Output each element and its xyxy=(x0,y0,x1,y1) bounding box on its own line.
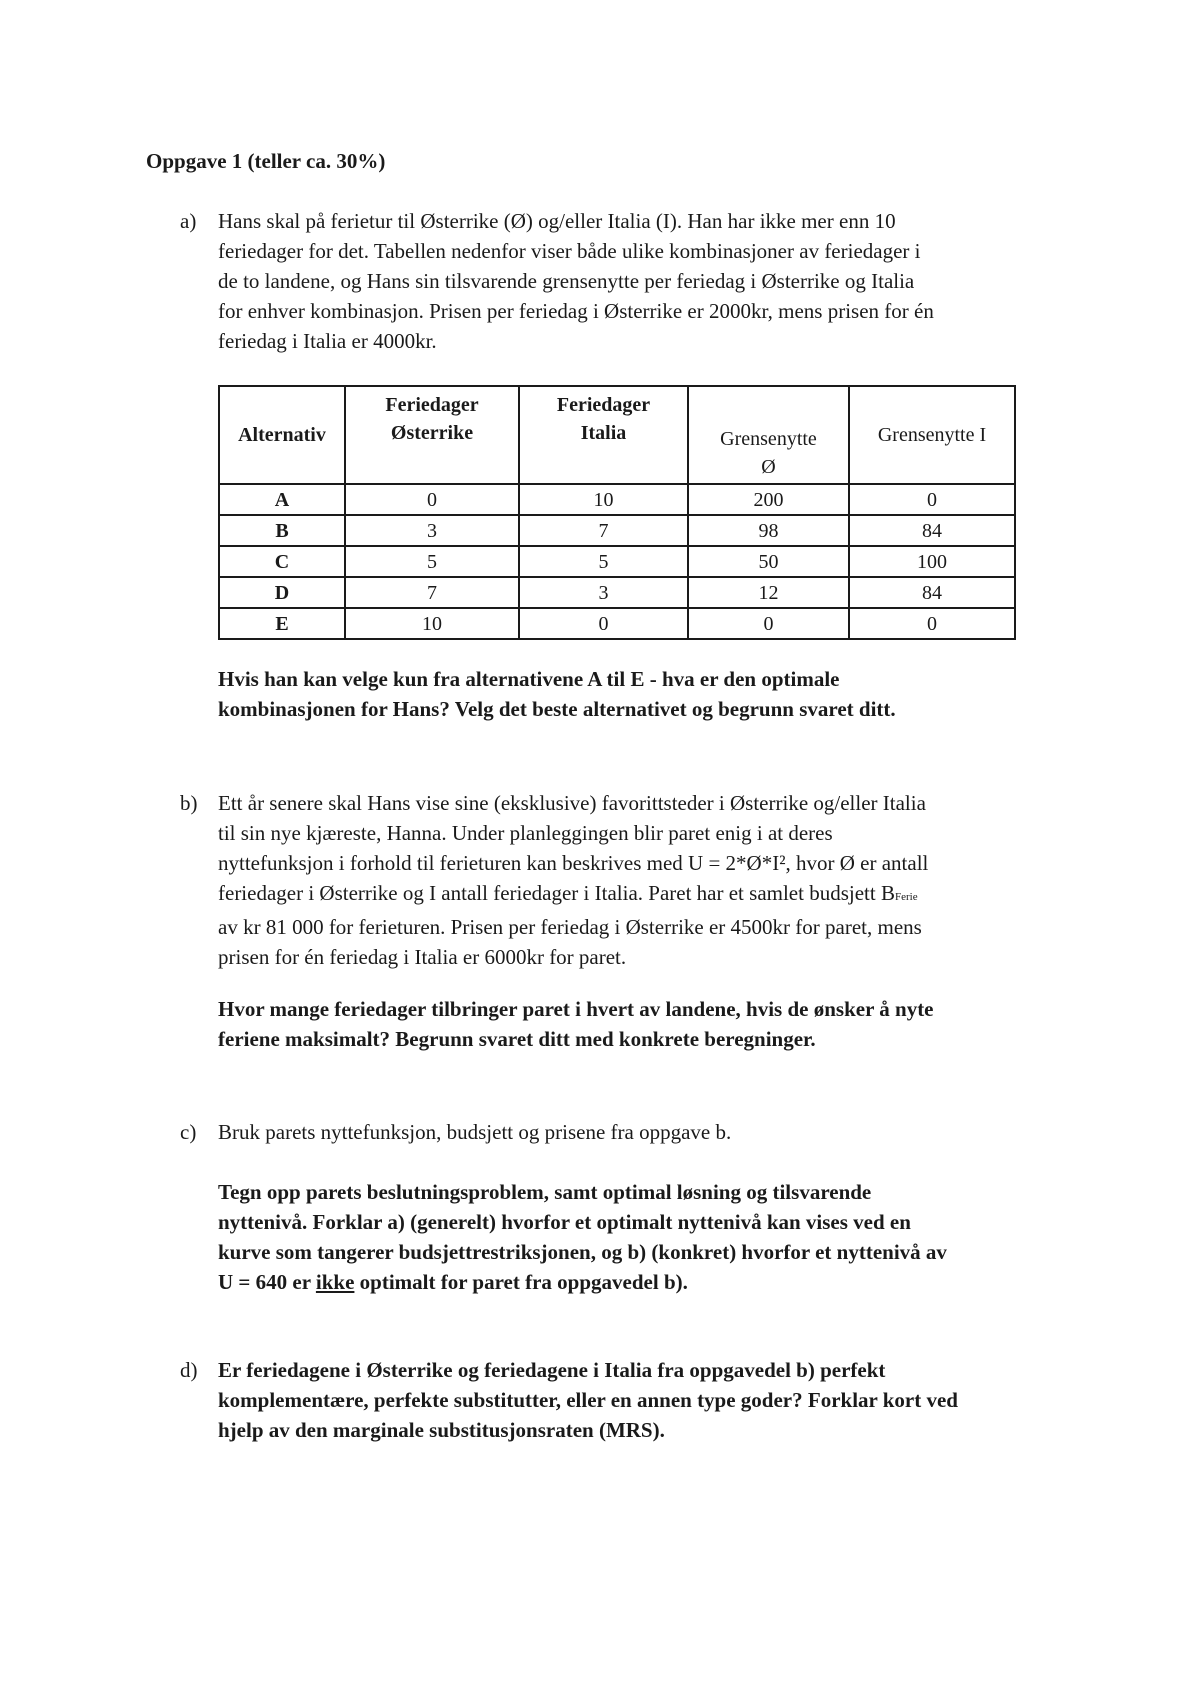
cell-mu-osterrike: 0 xyxy=(688,608,849,639)
task-c-question-last-line xyxy=(218,1267,1060,1297)
task-d-label: d) xyxy=(180,1358,198,1382)
task-b-line: prisen for én feriedag i Italia er 6000kr for paret. xyxy=(218,945,627,969)
cell-days-osterrike: 5 xyxy=(345,546,519,577)
table-row xyxy=(219,515,1015,546)
cell-days-osterrike: 7 xyxy=(345,577,519,608)
task-d-question-line: hjelp av den marginale substitusjonsraten (MRS). xyxy=(218,1418,665,1442)
cell-mu-italia: 84 xyxy=(849,515,1015,546)
task-c-question xyxy=(218,1177,1060,1297)
task-b-budget-text: feriedager i Østerrike og I antall feriedager i Italia. Paret har et samlet budsjett B xyxy=(218,881,895,905)
task-a-question xyxy=(218,664,1060,724)
task-d-question-line: Er feriedagene i Østerrike og feriedagene i Italia fra oppgavedel b) perfekt xyxy=(218,1358,886,1382)
task-a-line: feriedag i Italia er 4000kr. xyxy=(218,329,437,353)
header-alternativ xyxy=(219,386,345,484)
task-b-line: til sin nye kjæreste, Hanna. Under planleggingen blir paret enig i at deres xyxy=(218,821,833,845)
task-b-line: av kr 81 000 for ferieturen. Prisen per feriedag i Østerrike er 4500kr for paret, mens xyxy=(218,915,922,939)
header-text: Grensenytte I xyxy=(877,424,987,446)
task-c-last-start: U = 640 er xyxy=(218,1270,316,1294)
cell-alternative: D xyxy=(219,577,345,608)
header-feriedager-osterrike xyxy=(345,386,519,484)
cell-days-italia: 7 xyxy=(519,515,688,546)
header-grensenytte-i xyxy=(849,386,1015,484)
cell-mu-italia: 0 xyxy=(849,608,1015,639)
cell-days-italia: 10 xyxy=(519,484,688,515)
cell-mu-osterrike: 12 xyxy=(688,577,849,608)
task-b-body xyxy=(218,788,1060,972)
table-header-row xyxy=(219,386,1015,484)
task-c-last-end: optimalt for paret fra oppgavedel b). xyxy=(354,1270,688,1294)
header-text: Feriedager xyxy=(385,394,479,416)
header-text: Feriedager xyxy=(556,394,651,416)
cell-days-italia: 3 xyxy=(519,577,688,608)
table-row xyxy=(219,608,1015,639)
task-b-question-line: Hvor mange feriedager tilbringer paret i hvert av landene, hvis de ønsker å nyte xyxy=(218,997,934,1021)
cell-mu-italia: 84 xyxy=(849,577,1015,608)
cell-mu-osterrike: 50 xyxy=(688,546,849,577)
cell-days-osterrike: 10 xyxy=(345,608,519,639)
cell-alternative: B xyxy=(219,515,345,546)
cell-days-osterrike: 0 xyxy=(345,484,519,515)
budget-subscript: Ferie xyxy=(894,891,918,903)
task-c-intro: Bruk parets nyttefunksjon, budsjett og prisene fra oppgave b. xyxy=(218,1120,732,1144)
task-a-line: feriedager for det. Tabellen nedenfor viser både ulike kombinasjoner av feriedager i xyxy=(218,239,921,263)
table-row xyxy=(219,577,1015,608)
task-d-question xyxy=(218,1355,1060,1445)
task-d-question-line: komplementære, perfekte substitutter, eller en annen type goder? Forklar kort ved xyxy=(218,1388,958,1412)
table-row xyxy=(219,484,1015,515)
header-text: Italia xyxy=(580,422,627,444)
cell-mu-italia: 100 xyxy=(849,546,1015,577)
cell-mu-italia: 0 xyxy=(849,484,1015,515)
task-c-question-line: Tegn opp parets beslutningsproblem, samt optimal løsning og tilsvarende xyxy=(218,1180,872,1204)
header-grensenytte-o xyxy=(688,386,849,484)
table-row xyxy=(219,546,1015,577)
task-a-line: Hans skal på ferietur til Østerrike (Ø) og/eller Italia (I). Han har ikke mer enn 10 xyxy=(218,209,896,233)
cell-days-osterrike: 3 xyxy=(345,515,519,546)
cell-alternative: A xyxy=(219,484,345,515)
task-a-question-line: Hvis han kan velge kun fra alternativene A til E - hva er den optimale xyxy=(218,667,840,691)
task-c-body xyxy=(218,1117,1060,1147)
cell-days-italia: 0 xyxy=(519,608,688,639)
header-text: Grensenytte xyxy=(720,428,817,450)
cell-days-italia: 5 xyxy=(519,546,688,577)
header-text: Ø xyxy=(761,456,776,478)
task-c-question-line: nyttenivå. Forklar a) (generelt) hvorfor et optimalt nyttenivå kan vises ved en xyxy=(218,1210,911,1234)
task-c-question-line: kurve som tangerer budsjettrestriksjonen, og b) (konkret) hvorfor et nyttenivå av xyxy=(218,1240,947,1264)
alternatives-table xyxy=(218,385,1016,640)
task-b-label: b) xyxy=(180,791,198,815)
header-feriedager-italia xyxy=(519,386,688,484)
task-b-question xyxy=(218,994,1060,1054)
cell-alternative: C xyxy=(219,546,345,577)
task-a-line: de to landene, og Hans sin tilsvarende grensenytte per feriedag i Østerrike og Italia xyxy=(218,269,915,293)
cell-mu-osterrike: 98 xyxy=(688,515,849,546)
task-b-budget-line xyxy=(218,878,1060,912)
header-text: Alternativ xyxy=(238,424,326,446)
cell-alternative: E xyxy=(219,608,345,639)
task-b-question-line: feriene maksimalt? Begrunn svaret ditt med konkrete beregninger. xyxy=(218,1027,816,1051)
header-text: Østerrike xyxy=(390,422,474,444)
task-a-label: a) xyxy=(180,209,197,233)
exam-heading: Oppgave 1 (teller ca. 30%) xyxy=(146,149,386,173)
task-a-question-line: kombinasjonen for Hans? Velg det beste alternativet og begrunn svaret ditt. xyxy=(218,697,896,721)
task-b-line: Ett år senere skal Hans vise sine (eksklusive) favorittsteder i Østerrike og/eller Italia xyxy=(218,791,926,815)
task-c-label: c) xyxy=(180,1120,197,1144)
task-a-line: for enhver kombinasjon. Prisen per feriedag i Østerrike er 2000kr, mens prisen for én xyxy=(218,299,934,323)
underlined-word: ikke xyxy=(315,1270,355,1294)
cell-mu-osterrike: 200 xyxy=(688,484,849,515)
task-a-body xyxy=(218,206,1060,356)
task-b-line: nyttefunksjon i forhold til ferieturen kan beskrives med U = 2*Ø*I², hvor Ø er antall xyxy=(218,851,929,875)
